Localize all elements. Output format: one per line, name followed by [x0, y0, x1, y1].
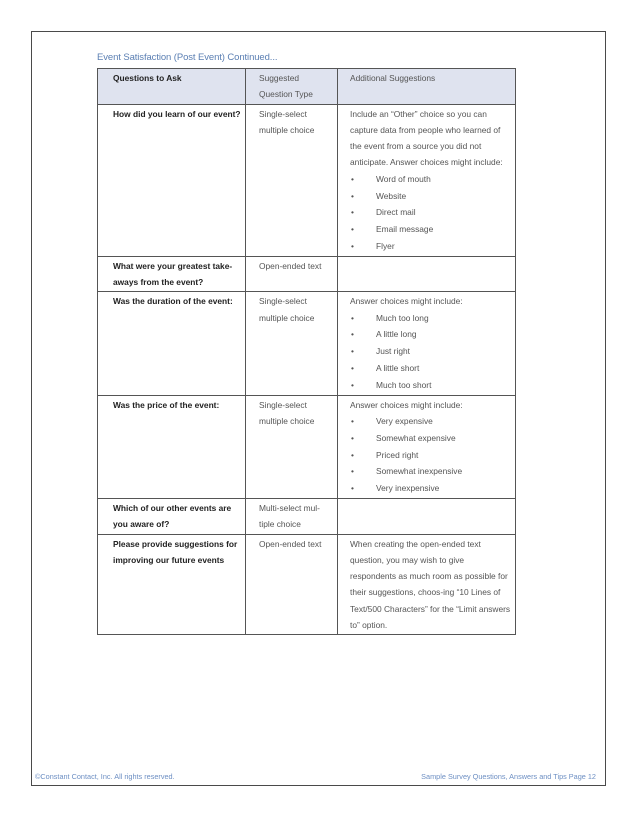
bullet-icon: • [351, 240, 354, 251]
suggestion-text: Answer choices might include: [350, 296, 463, 307]
suggestion-cell [338, 256, 516, 292]
table-row [98, 292, 516, 395]
question-cell: Which of our other events are you aware of? [98, 498, 246, 534]
header-suggestions: Additional Suggestions [338, 69, 516, 105]
bullet-icon: • [351, 466, 354, 477]
footer-page-info: Sample Survey Questions, Answers and Tips Page 12 [421, 772, 596, 781]
bullet-icon: • [351, 432, 354, 443]
suggestion-text: When creating the open-ended text question, you may wish to give respondents as much room as possible for their suggestions, choos-ing “10 Lines of Text/500 Characters” for the “Limit answers to” option. [350, 538, 511, 630]
question-cell: How did you learn of our event? [98, 104, 246, 256]
suggestion-cell [338, 534, 516, 635]
bullet-icon: • [351, 363, 354, 374]
answer-choices-list [350, 310, 511, 394]
section-title: Event Satisfaction (Post Event) Continued... [97, 52, 278, 63]
list-item [350, 343, 511, 360]
footer-copyright: ©Constant Contact, Inc. All rights reserved. [35, 772, 175, 781]
question-type-cell: Single-select multiple choice [246, 395, 338, 498]
list-item [350, 413, 511, 430]
list-item [350, 463, 511, 480]
list-item [350, 310, 511, 327]
table-row [98, 498, 516, 534]
bullet-icon: • [351, 415, 354, 426]
header-question-type: Suggested Question Type [246, 69, 338, 105]
list-item-label: Just right [376, 346, 410, 357]
header-questions: Questions to Ask [98, 69, 246, 105]
question-type-cell: Single-select multiple choice [246, 292, 338, 395]
list-item-label: Priced right [376, 449, 419, 460]
suggestion-cell [338, 498, 516, 534]
question-type-cell: Multi-select mul-tiple choice [246, 498, 338, 534]
suggestion-cell [338, 292, 516, 395]
bullet-icon: • [351, 224, 354, 235]
question-cell: Was the price of the event: [98, 395, 246, 498]
survey-questions-table [97, 68, 516, 635]
list-item-label: Direct mail [376, 207, 416, 218]
bullet-icon: • [351, 312, 354, 323]
list-item [350, 360, 511, 377]
bullet-icon: • [351, 483, 354, 494]
question-cell: What were your greatest take-aways from the event? [98, 256, 246, 292]
list-item-label: Somewhat expensive [376, 432, 456, 443]
list-item-label: A little short [376, 363, 420, 374]
list-item [350, 238, 511, 255]
list-item [350, 326, 511, 343]
bullet-icon: • [351, 329, 354, 340]
list-item-label: Website [376, 190, 407, 201]
bullet-icon: • [351, 346, 354, 357]
table-header-row [98, 69, 516, 105]
list-item [350, 204, 511, 221]
question-type-cell: Single-select multiple choice [246, 104, 338, 256]
list-item [350, 447, 511, 464]
bullet-icon: • [351, 207, 354, 218]
table-row [98, 395, 516, 498]
list-item-label: Somewhat inexpensive [376, 466, 463, 477]
bullet-icon: • [351, 190, 354, 201]
question-type-cell: Open-ended text [246, 534, 338, 635]
list-item [350, 188, 511, 205]
list-item-label: Flyer [376, 240, 395, 251]
list-item-label: A little long [376, 329, 417, 340]
answer-choices-list [350, 413, 511, 497]
suggestion-cell [338, 395, 516, 498]
bullet-icon: • [351, 449, 354, 460]
list-item [350, 430, 511, 447]
table-row [98, 534, 516, 635]
list-item-label: Very inexpensive [376, 483, 440, 494]
list-item-label: Word of mouth [376, 173, 431, 184]
question-cell: Was the duration of the event: [98, 292, 246, 395]
question-type-cell: Open-ended text [246, 256, 338, 292]
list-item [350, 171, 511, 188]
list-item [350, 221, 511, 238]
suggestion-text: Answer choices might include: [350, 399, 463, 410]
list-item-label: Email message [376, 224, 434, 235]
table-row [98, 104, 516, 256]
suggestion-text: Include an “Other” choice so you can capture data from people who learned of the event from a source you did not anticipate. Answer choices might include: [350, 108, 503, 168]
table-row [98, 256, 516, 292]
list-item-label: Very expensive [376, 415, 433, 426]
list-item [350, 377, 511, 394]
list-item-label: Much too short [376, 379, 432, 390]
bullet-icon: • [351, 173, 354, 184]
suggestion-cell [338, 104, 516, 256]
bullet-icon: • [351, 379, 354, 390]
list-item [350, 480, 511, 497]
list-item-label: Much too long [376, 312, 429, 323]
question-cell: Please provide suggestions for improving our future events [98, 534, 246, 635]
answer-choices-list [350, 171, 511, 255]
